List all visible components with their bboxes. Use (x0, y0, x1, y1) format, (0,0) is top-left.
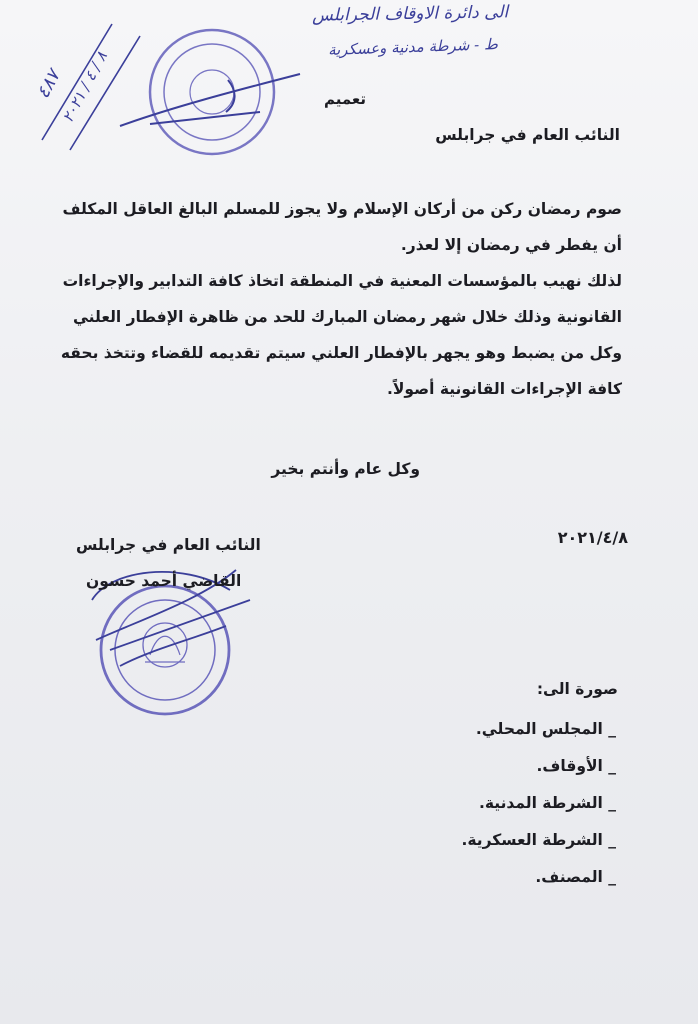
handwritten-note-line2: ط - شرطة مدنية وعسكرية (327, 35, 499, 59)
cc-item: _ الشرطة المدنية. (478, 794, 616, 812)
top-stamp-icon (150, 30, 274, 154)
bottom-stamp-icon (101, 586, 229, 714)
cc-heading: صورة الى: (536, 680, 618, 698)
signer-title: النائب العام في جرابلس (76, 536, 261, 554)
body-line-3: لذلك نهيب بالمؤسسات المعنية في المنطقة اتخاذ كافة التدابير والإجراءات (62, 272, 622, 290)
body-line-1: صوم رمضان ركن من أركان الإسلام ولا يجوز للمسلم البالغ العاقل المكلف (62, 200, 622, 218)
handwritten-ref-date: ٨ / ٤ / ٢٠٢١ (58, 48, 111, 126)
body-line-2: أن يفطر في رمضان إلا لعذر. (400, 236, 622, 254)
issuer-heading: النائب العام في جرابلس (435, 126, 620, 144)
document-date: ٢٠٢١/٤/٨ (557, 528, 628, 547)
handwritten-ref-number: ٤٨٧ (32, 66, 65, 103)
cc-item: _ المجلس المحلي. (475, 720, 616, 738)
ref-margin-strokes-icon (42, 24, 140, 150)
cc-item: _ الأوقاف. (536, 757, 616, 775)
body-line-4: القانونية وذلك خلال شهر رمضان المبارك للحد من ظاهرة الإفطار العلني (73, 308, 622, 326)
cc-item: _ الشرطة العسكرية. (461, 831, 616, 849)
cc-item: _ المصنف. (535, 868, 616, 886)
signer-name: القاضي أحمد حسون (86, 572, 242, 590)
handwritten-note-line1: الى دائرة الاوقاف الجرابلس (311, 2, 509, 26)
document-title: تعميم (323, 90, 366, 108)
body-line-5: وكل من يضبط وهو يجهر بالإفطار العلني سيتم تقديمه للقضاء وتتخذ بحقه (60, 344, 622, 362)
body-line-6: كافة الإجراءات القانونية أصولاً. (387, 380, 622, 398)
closing-greeting: وكل عام وأنتم بخير (271, 460, 420, 478)
